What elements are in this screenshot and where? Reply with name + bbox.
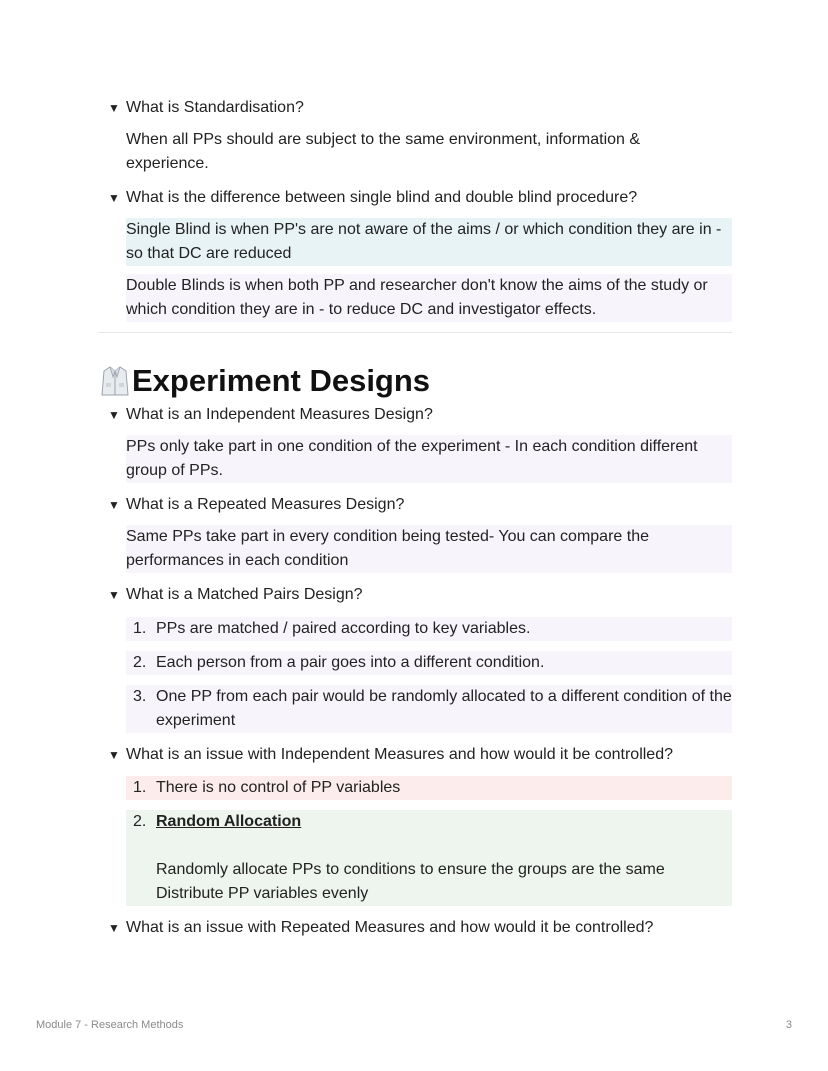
toggle-question: What is a Repeated Measures Design? (126, 496, 405, 513)
list-item (126, 810, 732, 906)
toggle-issue-repeated[interactable] (98, 916, 732, 940)
answer-block-blue: Single Blind is when PP's are not aware of the aims / or which condition they are in - so that DC are reduced (126, 218, 732, 266)
toggle-standardisation[interactable] (98, 96, 732, 120)
list-item (126, 685, 732, 733)
answer-block: When all PPs should are subject to the same environment, information & experience. (126, 131, 641, 172)
toggle-question: What is an issue with Independent Measures and how would it be controlled? (126, 746, 673, 763)
list-text: PPs are matched / paired according to key variables. (156, 620, 531, 637)
toggle-triangle-icon[interactable]: ▼ (108, 748, 120, 762)
toggle-triangle-icon[interactable]: ▼ (108, 921, 120, 935)
toggle-question: What is an issue with Repeated Measures and how would it be controlled? (126, 919, 654, 936)
list-text: Distribute PP variables evenly (156, 885, 369, 902)
answer-block-purple: PPs only take part in one condition of the experiment - In each condition different group of PPs. (126, 435, 732, 483)
toggle-question: What is Standardisation? (126, 99, 304, 116)
footer-page-number: 3 (785, 1019, 792, 1031)
section-title: Experiment Designs (132, 363, 431, 398)
toggle-question: What is the difference between single blind and double blind procedure? (126, 189, 638, 206)
toggle-question: What is an Independent Measures Design? (126, 406, 433, 423)
list-item (126, 651, 732, 675)
list-heading: Random Allocation (156, 813, 302, 830)
list-number: 2. (133, 654, 147, 671)
answer-block-purple: Same PPs take part in every condition being tested- You can compare the performances in each condition (126, 525, 732, 573)
toggle-question: What is a Matched Pairs Design? (126, 586, 363, 603)
answer-block-purple: Double Blinds is when both PP and researcher don't know the aims of the study or which condition they are in - to reduce DC and investigator effects. (126, 274, 732, 322)
toggle-issue-independent[interactable] (98, 743, 732, 767)
toggle-triangle-icon[interactable]: ▼ (108, 191, 120, 205)
toggle-triangle-icon[interactable]: ▼ (108, 408, 120, 422)
list-text: Each person from a pair goes into a different condition. (156, 654, 545, 671)
list-item (126, 617, 732, 641)
toggle-blind[interactable] (98, 186, 732, 210)
toggle-repeated[interactable] (98, 493, 732, 517)
list-number: 3. (133, 688, 147, 705)
divider (98, 332, 732, 333)
section-heading (98, 361, 732, 401)
list-text: One PP from each pair would be randomly allocated to a different condition of the experiment (156, 688, 732, 729)
toggle-triangle-icon[interactable]: ▼ (108, 588, 120, 602)
spacer (156, 834, 732, 858)
toggle-triangle-icon[interactable]: ▼ (108, 101, 120, 115)
list-text: Randomly allocate PPs to conditions to ensure the groups are the same (156, 861, 665, 878)
list-item (126, 776, 732, 800)
lab-coat-icon (101, 365, 129, 397)
list-number: 1. (133, 620, 147, 637)
toggle-independent[interactable] (98, 403, 732, 427)
list-text: There is no control of PP variables (156, 779, 401, 796)
page-content (98, 96, 732, 940)
list-number: 1. (133, 779, 147, 796)
toggle-triangle-icon[interactable]: ▼ (108, 498, 120, 512)
toggle-matched[interactable] (98, 583, 732, 607)
list-number: 2. (133, 813, 147, 830)
footer-module-title: Module 7 - Research Methods (36, 1019, 184, 1031)
